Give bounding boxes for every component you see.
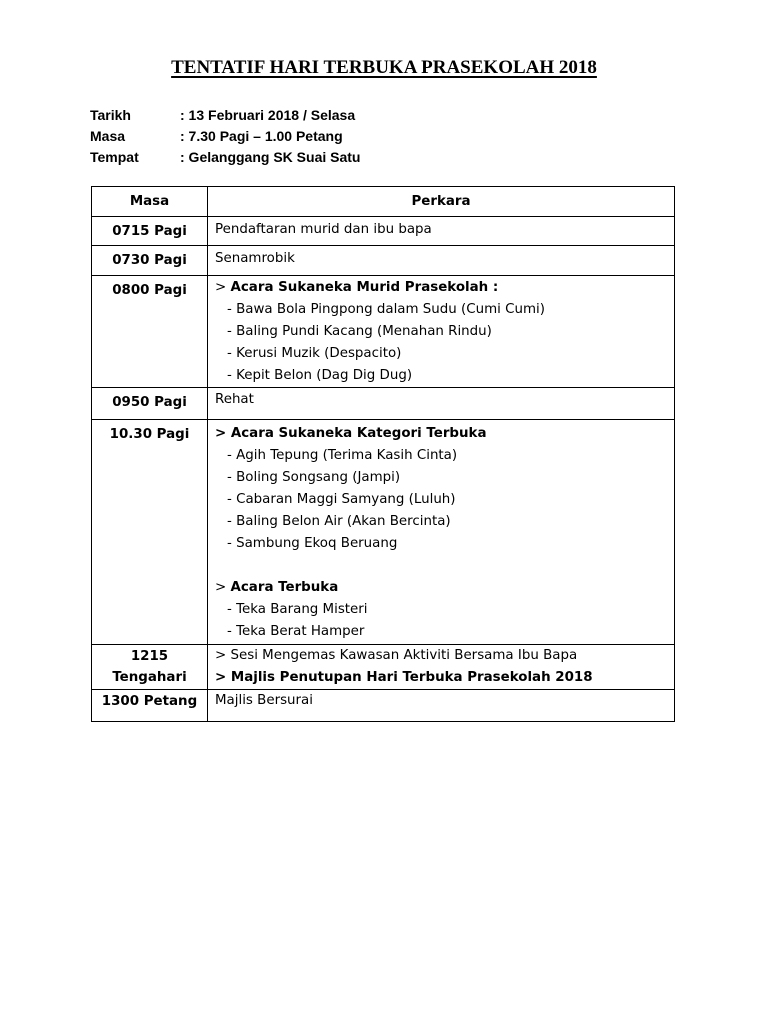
info-label: Tarikh xyxy=(90,107,131,123)
activity-heading: > Acara Terbuka xyxy=(215,580,339,595)
table-row xyxy=(92,217,675,246)
info-row-tarikh xyxy=(90,105,360,126)
activity-heading: > Acara Sukaneka Kategori Terbuka xyxy=(215,426,487,441)
info-value: : 13 Februari 2018 / Selasa xyxy=(180,107,356,123)
row-activity xyxy=(208,645,675,690)
info-row-masa xyxy=(90,126,360,147)
row-time: 1215 Tengahari xyxy=(92,645,208,690)
activity-line: - Agih Tepung (Terima Kasih Cinta) xyxy=(227,448,458,463)
activity-line: Senamrobik xyxy=(215,251,295,266)
row-activity xyxy=(208,276,675,388)
schedule-table xyxy=(91,186,675,722)
header-masa: Masa xyxy=(92,187,208,217)
activity-line: - Kerusi Muzik (Despacito) xyxy=(227,346,402,361)
activity-line: Majlis Bersurai xyxy=(215,693,313,708)
row-time: 1300 Petang xyxy=(92,690,208,722)
row-activity xyxy=(208,420,675,645)
table-header-row xyxy=(92,187,675,217)
table-row xyxy=(92,645,675,690)
activity-line: > Majlis Penutupan Hari Terbuka Prasekolah 2018 xyxy=(215,670,593,685)
activity-line: - Teka Berat Hamper xyxy=(227,624,365,639)
activity-line: - Teka Barang Misteri xyxy=(227,602,368,617)
activity-heading: > Acara Sukaneka Murid Prasekolah : xyxy=(215,280,499,295)
table-row xyxy=(92,420,675,645)
info-row-tempat xyxy=(90,147,360,168)
info-value: : Gelanggang SK Suai Satu xyxy=(180,149,361,165)
event-info xyxy=(90,105,360,168)
activity-line: > Sesi Mengemas Kawasan Aktiviti Bersama Ibu Bapa xyxy=(215,648,578,663)
row-time: 0730 Pagi xyxy=(92,246,208,276)
row-time: 10.30 Pagi xyxy=(92,420,208,645)
row-activity xyxy=(208,388,675,420)
info-label: Masa xyxy=(90,128,126,144)
activity-line: - Sambung Ekoq Beruang xyxy=(227,536,398,551)
document-title: TENTATIF HARI TERBUKA PRASEKOLAH 2018 xyxy=(171,57,597,78)
table-row xyxy=(92,246,675,276)
header-perkara: Perkara xyxy=(208,187,675,217)
table-row xyxy=(92,690,675,722)
info-value: : 7.30 Pagi – 1.00 Petang xyxy=(180,128,343,144)
row-time: 0800 Pagi xyxy=(92,276,208,388)
row-time: 0950 Pagi xyxy=(92,388,208,420)
info-label: Tempat xyxy=(90,149,139,165)
activity-line: - Bawa Bola Pingpong dalam Sudu (Cumi Cumi) xyxy=(227,302,545,317)
row-activity xyxy=(208,217,675,246)
row-activity xyxy=(208,246,675,276)
activity-line: - Baling Belon Air (Akan Bercinta) xyxy=(227,514,451,529)
activity-line: - Baling Pundi Kacang (Menahan Rindu) xyxy=(227,324,492,339)
activity-line: Pendaftaran murid dan ibu bapa xyxy=(215,222,432,237)
table-row xyxy=(92,388,675,420)
row-activity xyxy=(208,690,675,722)
row-time: 0715 Pagi xyxy=(92,217,208,246)
activity-line: - Boling Songsang (Jampi) xyxy=(227,470,401,485)
activity-line: Rehat xyxy=(215,392,254,407)
activity-line: - Kepit Belon (Dag Dig Dug) xyxy=(227,368,413,383)
table-row xyxy=(92,276,675,388)
activity-line: - Cabaran Maggi Samyang (Luluh) xyxy=(227,492,456,507)
